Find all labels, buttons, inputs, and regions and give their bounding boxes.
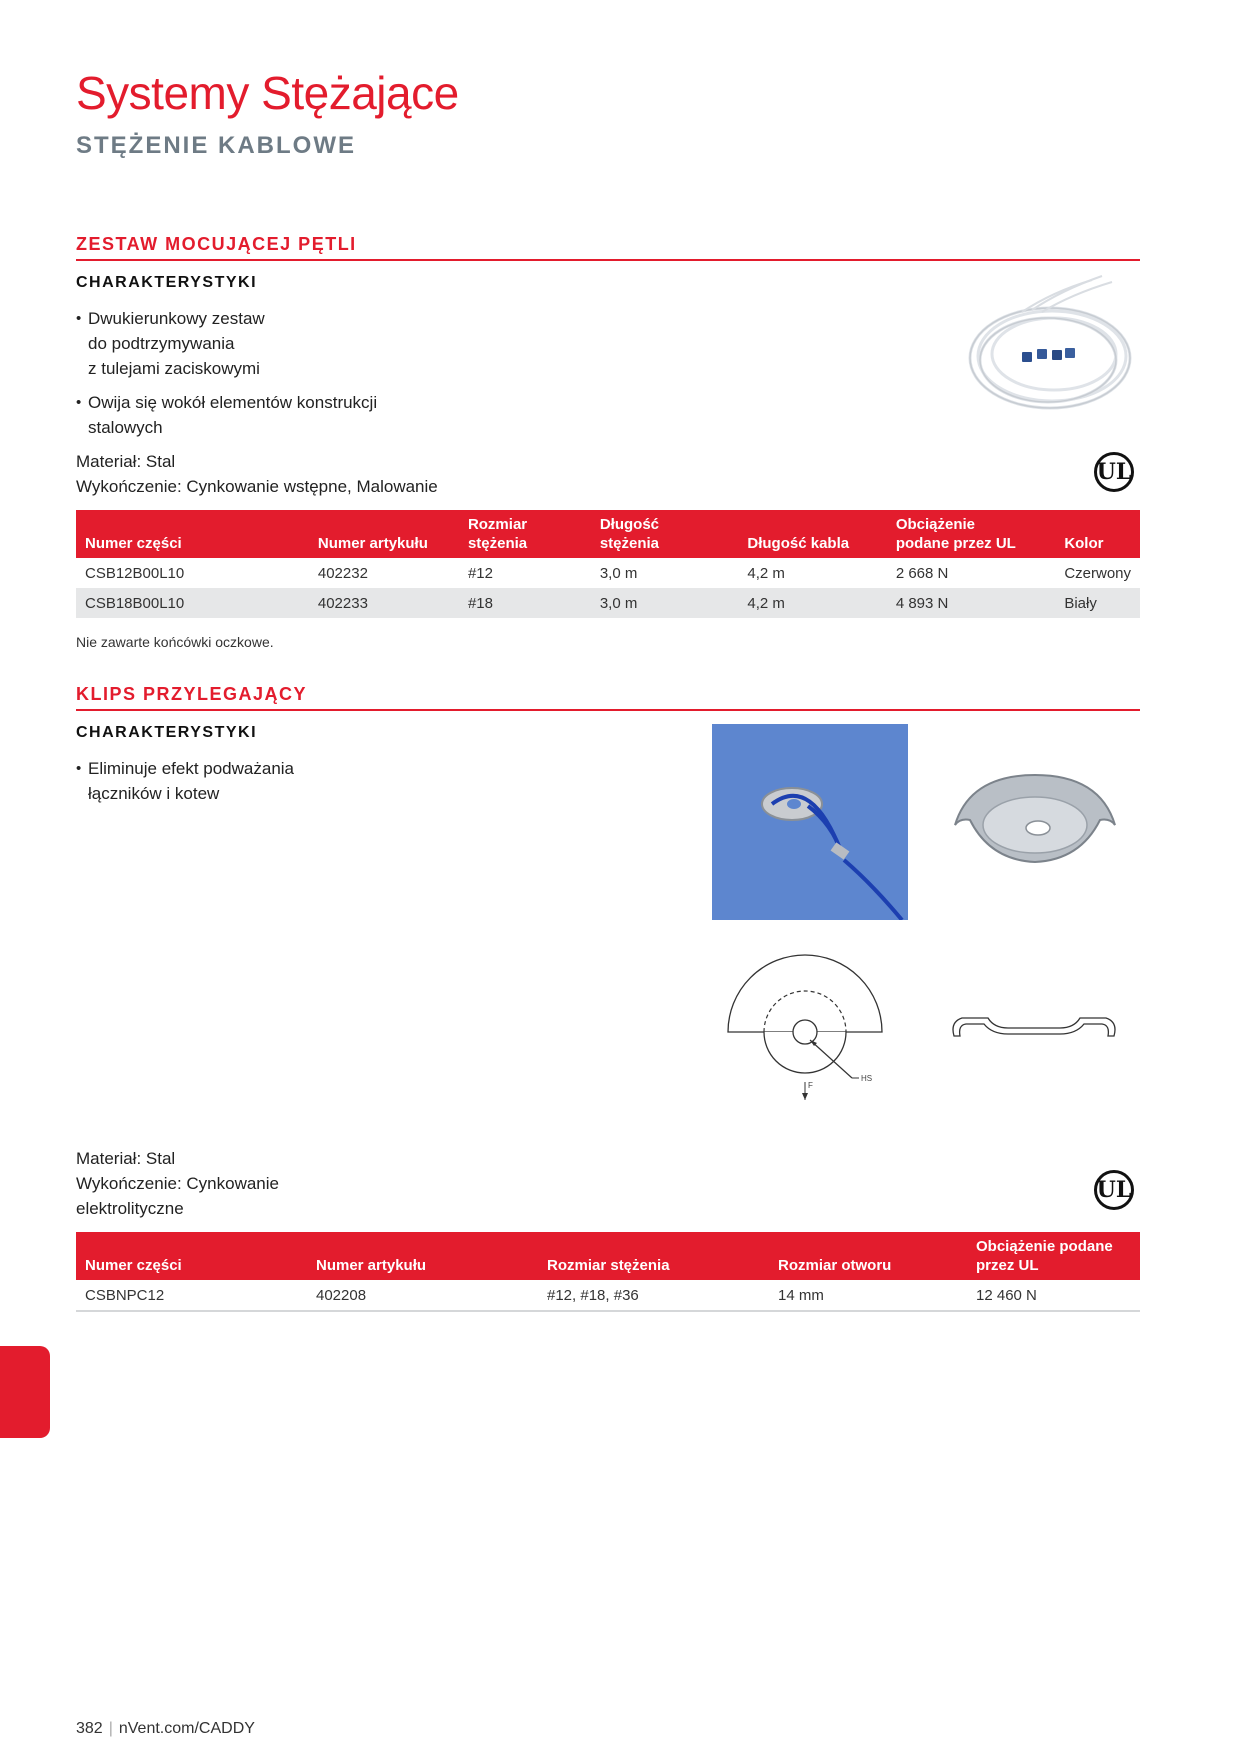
clip-technical-drawing-side — [948, 1008, 1120, 1048]
feature-list — [76, 756, 294, 815]
spec-table-clip — [76, 1232, 1140, 1312]
table-header-row — [76, 510, 1140, 558]
cell-brace-size: #12 — [467, 564, 493, 582]
feature-item: • Dwukierunkowy zestaw do podtrzymywania z tulejami zaciskowymi — [76, 306, 377, 381]
cell-color: Biały — [1055, 588, 1140, 618]
column-header: Długość stężenia — [591, 510, 739, 558]
page-subtitle: STĘŻENIE KABLOWE — [76, 132, 357, 159]
column-header: Numer części — [76, 1232, 307, 1280]
chapter-tab — [0, 1346, 50, 1438]
features-heading: CHARAKTERYSTYKI — [76, 274, 258, 291]
cell-color: Czerwony — [1064, 564, 1131, 582]
column-header: Długość kabla — [738, 510, 886, 558]
cell-ul-load: 12 460 N — [967, 1280, 1140, 1311]
page-title: Systemy Stężające — [76, 67, 459, 119]
cell-brace-length: 3,0 m — [591, 588, 739, 618]
cell-article-number: 402232 — [317, 564, 368, 582]
material-text: Materiał: Stal — [76, 452, 176, 471]
clip-product-image — [950, 770, 1120, 870]
feature-item: • Eliminuje efekt podważania łączników i kotew — [76, 756, 294, 806]
column-header: Rozmiar stężenia — [538, 1232, 769, 1280]
footer-link[interactable]: nVent.com/CADDY — [118, 1720, 255, 1737]
cable-coil-image — [962, 272, 1142, 422]
page-number: 382 — [76, 1720, 103, 1737]
section-heading-loop-kit: ZESTAW MOCUJĄCEJ PĘTLI — [76, 234, 1140, 261]
cell-part-number: CSBNPC12 — [76, 1280, 307, 1311]
feature-list — [76, 306, 377, 449]
table-row — [76, 558, 1140, 588]
footer-separator: | — [108, 1720, 113, 1737]
page-footer — [76, 1720, 255, 1738]
cell-brace-size: #12, #18, #36 — [538, 1280, 769, 1311]
clip-installed-photo — [712, 724, 908, 920]
table-note: Nie zawarte końcówki oczkowe. — [76, 634, 274, 650]
cell-part-number: CSB12B00L10 — [85, 564, 185, 582]
finish-text: Wykończenie: Cynkowanie elektrolityczne — [76, 1174, 279, 1218]
column-header: Obciążenie podane przez UL — [887, 510, 1055, 558]
table-header-row — [76, 1232, 1140, 1280]
cell-cable-length: 4,2 m — [747, 564, 785, 582]
column-header: Kolor — [1055, 510, 1140, 558]
column-header: Rozmiar stężenia — [459, 510, 591, 558]
column-header: Obciążenie podane przez UL — [967, 1232, 1140, 1280]
cell-article-number: 402233 — [309, 588, 459, 618]
finish-text: Wykończenie: Cynkowanie wstępne, Malowanie — [76, 477, 438, 496]
clip-technical-drawing-front — [720, 950, 890, 1100]
table-row — [76, 1280, 1140, 1311]
column-header: Numer części — [76, 510, 309, 558]
cell-cable-length: 4,2 m — [738, 588, 886, 618]
ul-certification-icon: UL — [1094, 1170, 1134, 1210]
cell-hole-size: 14 mm — [769, 1280, 967, 1311]
cell-brace-length: 3,0 m — [599, 564, 638, 582]
spec-table-loop-kit — [76, 510, 1140, 618]
features-heading: CHARAKTERYSTYKI — [76, 724, 258, 741]
ul-certification-icon: UL — [1094, 452, 1134, 492]
material-text: Materiał: Stal — [76, 1149, 176, 1168]
table-row — [76, 588, 1140, 618]
drawing-label-hs: HS — [861, 1074, 873, 1083]
cell-brace-size: #18 — [459, 588, 591, 618]
column-header: Numer artykułu — [307, 1232, 538, 1280]
drawing-label-f: F — [808, 1081, 813, 1090]
cell-part-number: CSB18B00L10 — [76, 588, 309, 618]
section-heading-clip: KLIPS PRZYLEGAJĄCY — [76, 684, 1140, 711]
cell-ul-load: 4 893 N — [887, 588, 1055, 618]
column-header: Numer artykułu — [309, 510, 459, 558]
cell-ul-load: 2 668 N — [895, 564, 949, 582]
cell-article-number: 402208 — [307, 1280, 538, 1311]
column-header: Rozmiar otworu — [769, 1232, 967, 1280]
feature-item: • Owija się wokół elementów konstrukcji stalowych — [76, 390, 377, 440]
